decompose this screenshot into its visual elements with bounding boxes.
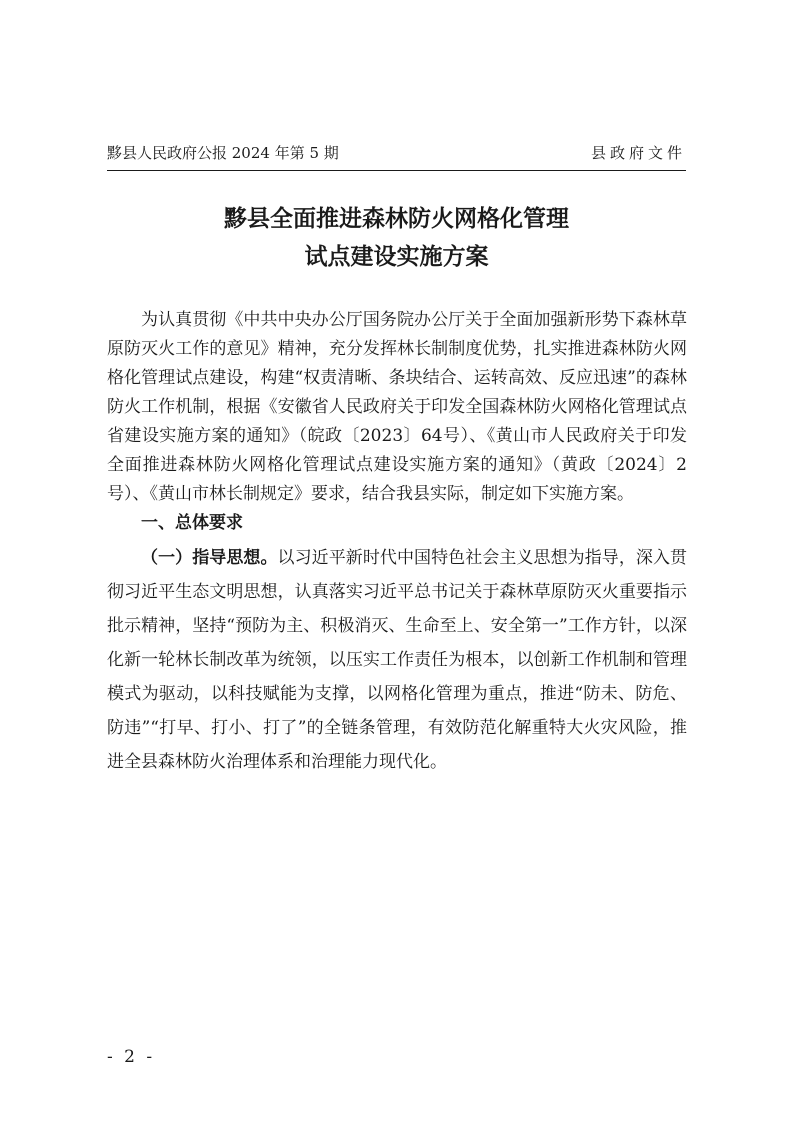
sub-paragraph-text: 以习近平新时代中国特色社会主义思想为指导，深入贯彻习近平生态文明思想，认真落实习近平总书记关于森林草原防灭火重要指示批示精神，坚持“预防为主、积极消灭、生命至上、安全第一”工作方针，以深化新一轮林长制改革为统领，以压实工作责任为根本，以创新工作机制和管理模式为驱动，以科技赋能为支撑，以网格化管理为重点，推进“防未、防危、防违”“打早、打小、打了”的全链条管理，有效防范化解重特大火灾风险，推进全县森林防火治理体系和治理能力现代化。 bbox=[107, 548, 688, 772]
title-line-2: 试点建设实施方案 bbox=[304, 244, 489, 270]
page-header bbox=[107, 142, 686, 164]
section-label: 县政府文件 bbox=[590, 144, 686, 162]
header-divider bbox=[107, 170, 686, 171]
page-number: - 2 - bbox=[107, 1047, 156, 1067]
title-line-1: 黟县全面推进森林防火网格化管理 bbox=[224, 206, 569, 232]
document-body bbox=[107, 306, 687, 779]
guiding-thought-paragraph bbox=[107, 541, 687, 779]
section-heading: 一、总体要求 bbox=[141, 513, 243, 533]
sub-heading: （一）指导思想。 bbox=[141, 548, 278, 568]
gazette-issue-label: 黟县人民政府公报 2024 年第 5 期 bbox=[107, 144, 339, 162]
document-title bbox=[107, 200, 686, 276]
intro-paragraph: 为认真贯彻《中共中央办公厅国务院办公厅关于全面加强新形势下森林草原防灭火工作的意见》精神，充分发挥林长制制度优势，扎实推进森林防火网格化管理试点建设，构建“权责清晰、条块结合、运转高效、反应迅速”的森林防火工作机制，根据《安徽省人民政府关于印发全国森林防火网格化管理试点省建设实施方案的通知》（皖政〔2023〕64号）、《黄山市人民政府关于印发全面推进森林防火网格化管理试点建设实施方案的通知》（黄政〔2024〕2号）、《黄山市林长制规定》要求，结合我县实际，制定如下实施方案。 bbox=[107, 310, 687, 504]
